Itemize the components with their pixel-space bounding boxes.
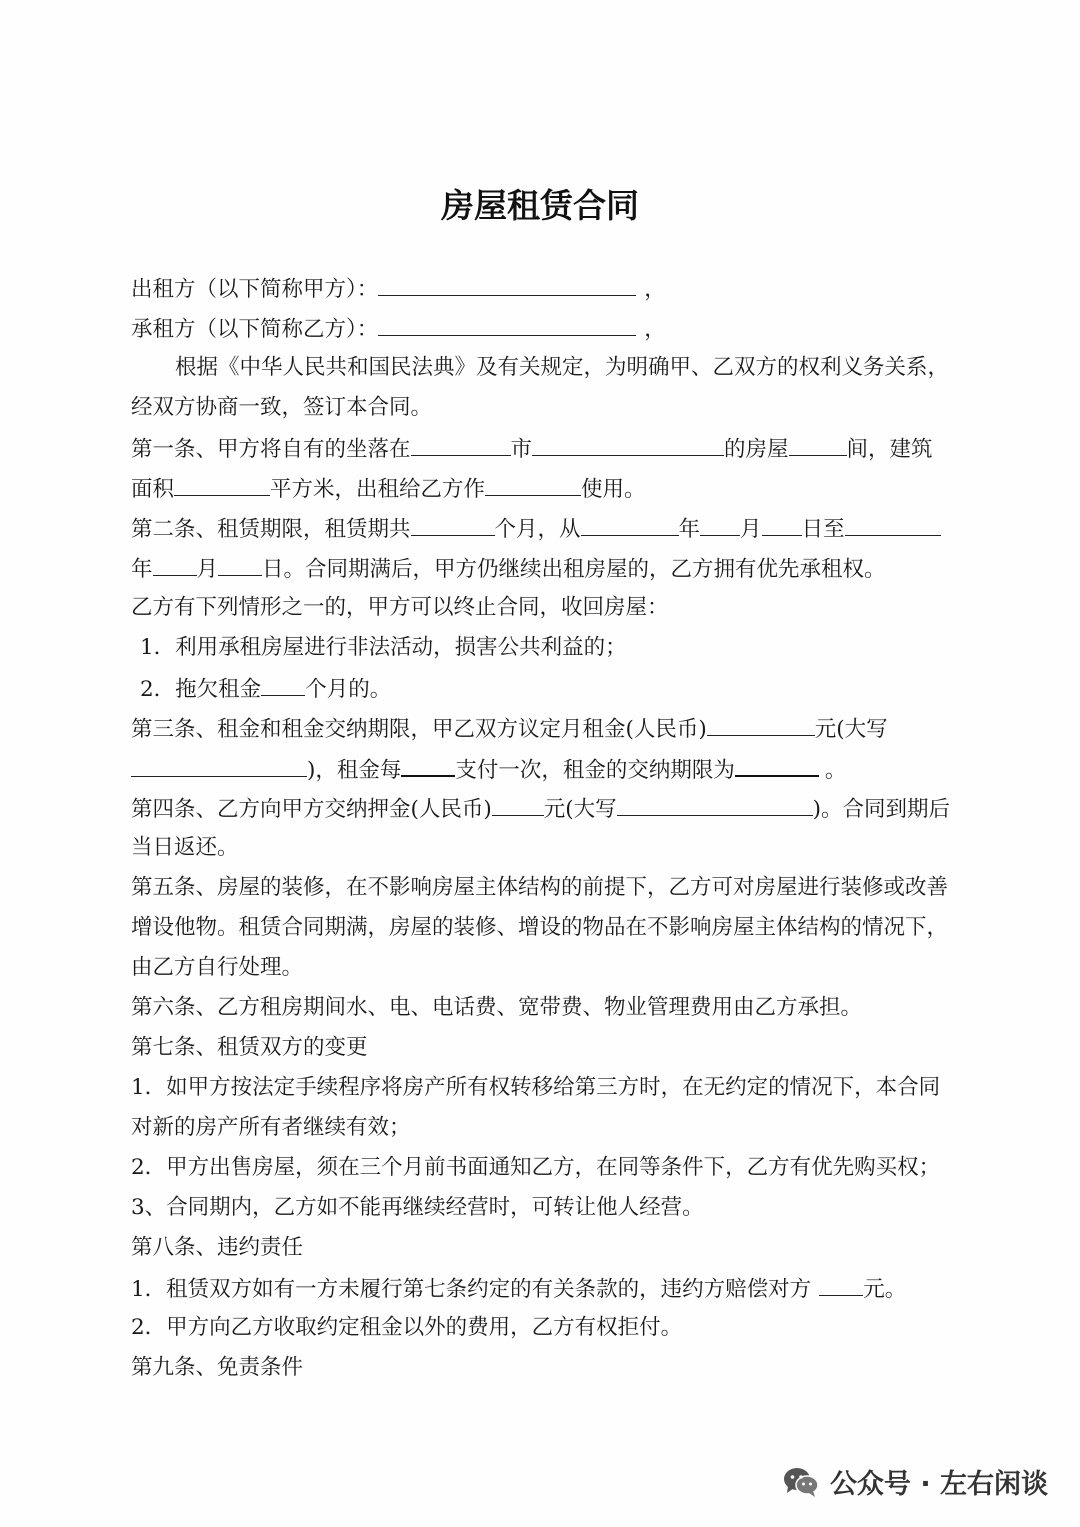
article-7-item-1-line-2: 对新的房产所有者继续有效； xyxy=(131,1115,411,1140)
article-1-text-a: 第一条、甲方将自有的坐落在 xyxy=(131,437,411,462)
article-7-item-3: 3、合同期内，乙方如不能再继续经营时，可转让他人经营。 xyxy=(131,1195,704,1220)
termination-item-2-text-b: 个月的。 xyxy=(305,677,392,702)
article-8-item-1 xyxy=(131,1273,961,1305)
termination-item-2 xyxy=(140,673,970,705)
article-8-item-2: 2．甲方向乙方收取约定租金以外的费用，乙方有权拒付。 xyxy=(131,1315,683,1340)
usage-blank[interactable] xyxy=(485,473,581,496)
termination-heading: 乙方有下列情形之一的，甲方可以终止合同，收回房屋： xyxy=(131,595,669,620)
article-2-text-g: 月 xyxy=(196,557,219,582)
article-2-line-2 xyxy=(131,553,961,585)
payment-period-blank[interactable] xyxy=(401,753,455,777)
termination-item-2-text-a: 2．拖欠租金 xyxy=(140,677,262,702)
lessee-label: 承租方（以下简称乙方）： xyxy=(131,317,379,342)
start-day-blank[interactable] xyxy=(762,513,802,536)
article-1-line-2 xyxy=(131,473,961,505)
article-3-text-a: 第三条、租金和租金交纳期限，甲乙双方议定月租金(人民币) xyxy=(131,717,707,742)
watermark-text: 公众号 · 左右闲谈 xyxy=(829,1469,1048,1500)
article-4-line-2: 当日返还。 xyxy=(131,835,239,860)
article-1-line-1 xyxy=(131,433,961,465)
start-month-blank[interactable] xyxy=(700,513,740,536)
arrears-months-blank[interactable] xyxy=(261,673,305,696)
lessor-blank[interactable] xyxy=(378,273,636,296)
lessee-comma: ， xyxy=(644,317,666,342)
article-7-item-2: 2．甲方出售房屋，须在三个月前书面通知乙方，在同等条件下，乙方有优先购买权； xyxy=(131,1155,941,1180)
article-1-text-b: 市 xyxy=(510,437,533,462)
article-2-text-a: 第二条、租赁期限，租赁期共 xyxy=(131,517,411,542)
article-4-text-b: 元(大写 xyxy=(543,797,617,822)
article-1-text-e: 面积 xyxy=(131,477,175,502)
preamble-line-1: 根据《中华人民共和国民法典》及有关规定，为明确甲、乙双方的权利义务关系， xyxy=(175,355,950,380)
article-6: 第六条、乙方租房期间水、电、电话费、宽带费、物业管理费用由乙方承担。 xyxy=(131,995,863,1020)
term-months-blank[interactable] xyxy=(411,513,495,536)
article-2-text-d: 月 xyxy=(740,517,762,542)
article-2-line-1 xyxy=(131,513,961,545)
preamble-line-2: 经双方协商一致，签订本合同。 xyxy=(131,395,433,420)
lessee-blank[interactable] xyxy=(378,313,636,336)
lessee-line xyxy=(131,313,961,345)
article-1-text-f: 平方米，出租给乙方作 xyxy=(270,477,486,502)
wechat-icon xyxy=(782,1466,820,1498)
end-day-blank[interactable] xyxy=(218,553,262,576)
article-4-text-c: )。合同到期后 xyxy=(812,797,951,822)
termination-item-1: 1．利用承租房屋进行非法活动，损害公共利益的； xyxy=(140,635,627,660)
article-2-text-f: 年 xyxy=(131,557,153,582)
end-month-blank[interactable] xyxy=(153,553,197,576)
article-5-line-1: 第五条、房屋的装修，在不影响房屋主体结构的前提下，乙方可对房屋进行装修或改善 xyxy=(131,875,949,900)
monthly-rent-blank[interactable] xyxy=(707,713,815,736)
city-blank[interactable] xyxy=(411,433,511,456)
lessor-label: 出租方（以下简称甲方）： xyxy=(131,277,379,302)
deposit-blank[interactable] xyxy=(492,793,544,816)
deposit-capital-blank[interactable] xyxy=(617,793,813,816)
article-3-text-d: 支付一次，租金的交纳期限为 xyxy=(455,758,735,783)
article-2-text-c: 年 xyxy=(678,517,701,542)
article-5-line-2: 增设他物。租赁合同期满，房屋的装修、增设的物品在不影响房屋主体结构的情况下， xyxy=(131,915,949,940)
article-2-text-b: 个月，从 xyxy=(494,517,581,542)
lessor-comma: ， xyxy=(644,277,666,302)
article-2-text-h: 日。合同期满后，甲方仍继续出租房屋的，乙方拥有优先承租权。 xyxy=(262,557,886,582)
address-blank[interactable] xyxy=(532,433,724,456)
article-8-item-1-text-a: 1．租赁双方如有一方未履行第七条约定的有关条款的，违约方赔偿对方 xyxy=(131,1277,812,1302)
article-3-text-b: 元(大写 xyxy=(814,717,888,742)
article-5-line-3: 由乙方自行处理。 xyxy=(131,955,304,980)
article-7-item-1-line-1: 1．如甲方按法定手续程序将房产所有权转移给第三方时，在无约定的情况下，本合同 xyxy=(131,1075,941,1100)
lessor-line xyxy=(131,273,961,305)
article-3-text-c: )，租金每 xyxy=(307,758,402,783)
penalty-blank[interactable] xyxy=(819,1273,863,1296)
end-year-blank[interactable] xyxy=(845,513,941,536)
article-1-text-d: 间，建筑 xyxy=(846,437,933,462)
article-1-text-c: 的房屋 xyxy=(724,437,789,462)
watermark xyxy=(782,1462,1048,1501)
article-8-heading: 第八条、违约责任 xyxy=(131,1235,304,1260)
area-blank[interactable] xyxy=(174,473,270,496)
rent-capital-blank[interactable] xyxy=(131,754,307,777)
article-3-line-2 xyxy=(131,753,961,786)
start-year-blank[interactable] xyxy=(581,513,679,536)
article-3-text-e: 。 xyxy=(824,758,847,783)
article-9-heading: 第九条、免责条件 xyxy=(131,1355,304,1380)
article-4-line-1 xyxy=(131,793,961,825)
article-4-text-a: 第四条、乙方向甲方交纳押金(人民币) xyxy=(131,797,492,822)
article-7-heading: 第七条、租赁双方的变更 xyxy=(131,1035,368,1060)
article-1-text-g: 使用。 xyxy=(581,477,646,502)
article-3-line-1 xyxy=(131,713,961,745)
document-title: 房屋租赁合同 xyxy=(441,186,639,225)
article-2-text-e: 日至 xyxy=(801,517,845,542)
article-8-item-1-text-b: 元。 xyxy=(863,1277,907,1302)
rooms-blank[interactable] xyxy=(789,433,847,456)
payment-deadline-blank[interactable] xyxy=(735,753,819,777)
